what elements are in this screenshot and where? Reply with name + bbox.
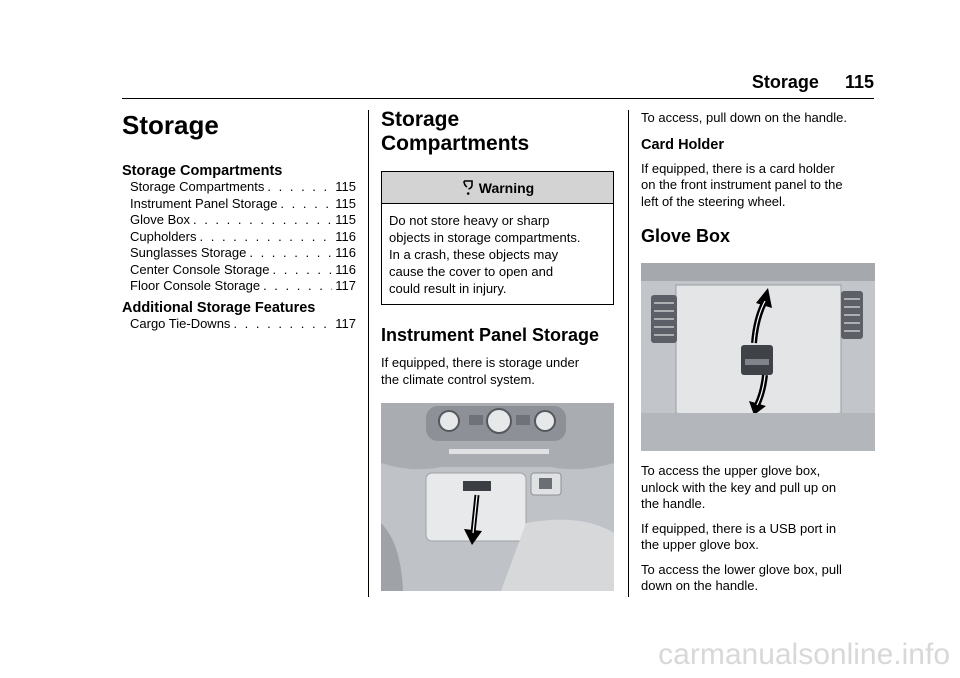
column-divider-left [368, 110, 369, 597]
toc-entry-page: 117 [335, 278, 356, 293]
header-rule [122, 98, 874, 99]
toc-entry-label: Storage Compartments [130, 179, 265, 194]
toc-entry-page: 116 [335, 261, 356, 277]
storage-compartments-column [381, 108, 614, 591]
page-number: 115 [844, 72, 874, 92]
toc-entry-label: Sunglasses Storage [130, 245, 247, 260]
section-title-line: Storage [381, 108, 460, 131]
toc-leader-dots [272, 262, 332, 279]
toc-entry[interactable] [130, 196, 356, 213]
toc-leader-dots [280, 196, 332, 213]
toc-list [122, 316, 356, 333]
instrument-panel-storage-photo [381, 403, 614, 591]
text-line: the climate control system. [381, 371, 535, 387]
text-line: To access the upper glove box, [641, 463, 821, 478]
toc-entry-label: Floor Console Storage [130, 278, 261, 293]
glove-box-photo [641, 263, 875, 451]
toc-entry[interactable] [130, 212, 356, 229]
text-line: down on the handle. [641, 578, 759, 593]
toc-entry-label: Cargo Tie-Downs [130, 315, 231, 331]
toc-entry-page: 115 [335, 212, 356, 227]
section-title-line: Compartments [381, 132, 530, 155]
instrument-panel-text [381, 355, 614, 388]
warning-box [381, 171, 614, 305]
usb-port-text [641, 521, 875, 554]
card-holder-heading: Card Holder [641, 136, 724, 153]
chapter-title: Storage [122, 110, 219, 140]
toc-entry[interactable] [130, 179, 356, 196]
text-line: If equipped, there is a card holder [641, 160, 835, 176]
toc-entry-page: 117 [335, 315, 356, 331]
upper-glove-box-text [641, 463, 875, 513]
toc-entry-page: 116 [335, 245, 356, 260]
lower-glove-box-text [641, 562, 875, 595]
chapter-contents [122, 108, 356, 332]
warning-line: In a crash, these objects may [389, 247, 559, 262]
section-title [381, 108, 614, 156]
toc-entry-page: 115 [335, 195, 356, 211]
warning-text [382, 204, 613, 304]
toc-entry[interactable] [130, 229, 356, 246]
warning-line: Do not store heavy or sharp [389, 213, 550, 228]
toc-entry[interactable] [130, 245, 356, 262]
toc-entry-label: Cupholders [130, 228, 197, 244]
text-line: the handle. [641, 496, 706, 511]
toc-entry-label: Instrument Panel Storage [130, 195, 278, 211]
text-line: unlock with the key and pull up on [641, 479, 837, 495]
glove-box-heading: Glove Box [641, 226, 731, 246]
text-line: If equipped, there is storage under [381, 355, 580, 370]
watermark: carmanualsonline.info [658, 638, 950, 671]
warning-line: objects in storage compartments. [389, 230, 581, 245]
toc-entry[interactable] [130, 278, 356, 295]
toc-entry[interactable] [130, 316, 356, 333]
toc-section-heading: Storage Compartments [122, 163, 283, 179]
toc-list [122, 179, 356, 295]
access-instruction: To access, pull down on the handle. [641, 110, 847, 125]
toc-leader-dots [193, 212, 332, 229]
toc-section-heading: Additional Storage Features [122, 299, 316, 316]
text-line: the upper glove box. [641, 537, 759, 552]
warning-line: cause the cover to open and [389, 264, 554, 279]
warning-title: Warning [478, 179, 535, 196]
toc-entry-page: 115 [335, 179, 356, 194]
page-header [752, 72, 874, 93]
card-holder-text [641, 161, 875, 211]
text-line: To access the lower glove box, pull [641, 561, 842, 577]
text-line: If equipped, there is a USB port in [641, 520, 837, 536]
toc-leader-dots [233, 316, 332, 333]
column-divider-right [628, 110, 629, 597]
running-section-title: Storage [751, 72, 819, 92]
toc-entry-page: 116 [335, 228, 356, 244]
warning-header [382, 172, 613, 204]
warning-line: could result in injury. [389, 281, 507, 296]
toc-leader-dots [267, 179, 332, 196]
toc-entry[interactable] [130, 262, 356, 279]
text-line: left of the steering wheel. [641, 193, 786, 209]
toc-leader-dots [200, 229, 333, 246]
text-line: on the front instrument panel to the [641, 177, 843, 192]
toc-entry-label: Center Console Storage [130, 261, 270, 277]
instrument-panel-heading: Instrument Panel Storage [381, 325, 600, 345]
toc-entry-label: Glove Box [130, 212, 190, 227]
right-column [641, 110, 875, 595]
toc-leader-dots [249, 245, 332, 262]
toc-leader-dots [263, 278, 332, 295]
warning-icon [461, 180, 475, 196]
